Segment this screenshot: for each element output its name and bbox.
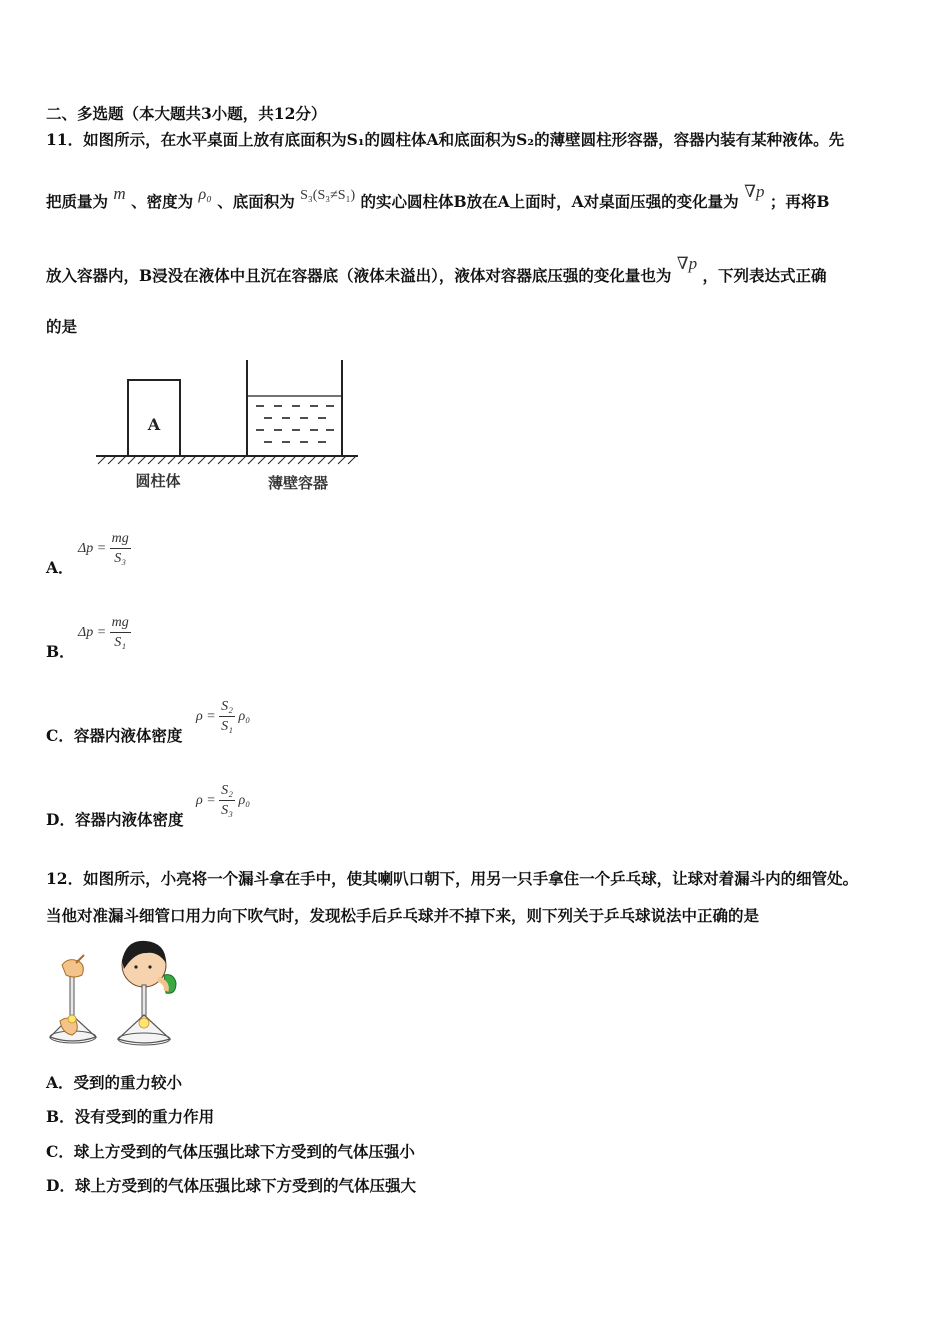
- q11-line2: [46, 182, 830, 212]
- q12-line1: 12．如图所示，小亮将一个漏斗拿在手中，使其喇叭口朝下，用另一只手拿住一个乒乓球，让球对着漏斗内的细管处。: [46, 869, 859, 888]
- q11-option-d-letter: D．: [46, 810, 75, 829]
- q11-option-a-fraction: [110, 532, 131, 566]
- q11-option-c: [46, 724, 182, 746]
- q12-option-c: C．球上方受到的气体压强比球下方受到的气体压强小: [46, 1142, 415, 1161]
- section-title: 二、多选题（本大题共3小题，共12分）: [46, 104, 327, 123]
- q11-option-a-lhs: Δp =: [78, 541, 107, 557]
- q11-area-symbol: S₃(S₃≠S₁): [300, 188, 356, 203]
- q11-option-d-formula: [196, 784, 250, 818]
- cylinder-a-label: A: [147, 415, 161, 434]
- q11-option-b-formula: [78, 616, 131, 650]
- q11-dp-symbol-1: ∇p: [744, 182, 765, 201]
- caption-cylinder: 圆柱体: [135, 472, 181, 490]
- q12-option-a: A．受到的重力较小: [46, 1073, 183, 1092]
- q11-option-c-letter: C．: [46, 726, 74, 745]
- hand-holding-funnel: [62, 955, 84, 977]
- q11-line3-a: 放入容器内，B浸没在液体中且沉在容器底（液体未溢出），液体对容器底压强的变化量也为: [46, 266, 672, 285]
- q12-option-d: D．球上方受到的气体压强比球下方受到的气体压强大: [46, 1176, 416, 1195]
- q11-option-b-lhs: Δp =: [78, 625, 107, 641]
- q11-option-c-formula: [196, 700, 250, 734]
- q11-line4: 的是: [46, 317, 78, 336]
- q12-figure-svg: [46, 935, 181, 1047]
- q12-line2: 当他对准漏斗细管口用力向下吹气时，发现松手后乒乓球并不掉下来，则下列关于乒乓球说法中正确的是: [46, 906, 760, 925]
- q11-line2-c: 、底面积为: [217, 192, 295, 211]
- q11-option-c-den: S₁: [221, 719, 234, 734]
- q11-figure: [96, 358, 358, 498]
- q11-option-c-text: 容器内液体密度: [73, 726, 183, 745]
- q11-option-a-num: mg: [110, 532, 131, 549]
- q11-line2-d: 的实心圆柱体B放在A上面时，A对桌面压强的变化量为: [360, 192, 739, 211]
- q11-option-d: [46, 808, 183, 830]
- q11-figure-svg: [96, 358, 358, 498]
- q11-line3-b: ，下列表达式正确: [702, 266, 827, 285]
- q11-option-d-den: S₃: [221, 803, 234, 818]
- q11-option-c-tail: ρ₀: [238, 709, 251, 725]
- q11-option-b-letter: B．: [46, 642, 75, 661]
- q11-line3: [46, 254, 827, 286]
- q11-line2-a: 把质量为: [46, 192, 109, 211]
- q11-dp-symbol-2: ∇p: [676, 254, 698, 273]
- q11-option-d-num: S₂: [219, 784, 235, 801]
- q11-option-b-num: mg: [110, 616, 131, 633]
- q12-option-b: B．没有受到的重力作用: [46, 1107, 215, 1126]
- q11-option-d-text: 容器内液体密度: [74, 810, 184, 829]
- q11-mass-symbol: m: [113, 184, 126, 203]
- q11-line2-b: 、密度为: [131, 192, 194, 211]
- q11-option-a-formula: [78, 532, 131, 566]
- caption-container: 薄壁容器: [267, 474, 329, 492]
- q11-option-a-den: S₃: [114, 551, 127, 566]
- q12-figure: [46, 935, 181, 1047]
- q11-option-c-lhs: ρ =: [196, 709, 216, 725]
- q11-line2-e: ；再将B: [769, 192, 830, 211]
- q11-option-c-fraction: [219, 700, 235, 734]
- q11-line1: 11．如图所示，在水平桌面上放有底面积为S₁的圆柱体A和底面积为S₂的薄壁圆柱形容器，容器内装有某种液体。先: [46, 130, 845, 149]
- right-funnel: [118, 985, 170, 1045]
- q11-density-symbol: ρ₀: [198, 186, 212, 203]
- q11-option-b-den: S₁: [114, 635, 127, 650]
- q11-option-d-lhs: ρ =: [196, 793, 216, 809]
- liquid-dashes: [256, 406, 334, 442]
- boy-figure: [122, 941, 176, 993]
- ground-hatch: [98, 456, 356, 464]
- q11-option-a-letter: A．: [46, 558, 74, 577]
- q11-option-b-fraction: [110, 616, 131, 650]
- q11-option-d-fraction: [219, 784, 235, 818]
- q11-option-d-tail: ρ₀: [238, 793, 251, 809]
- q11-option-c-num: S₂: [219, 700, 235, 717]
